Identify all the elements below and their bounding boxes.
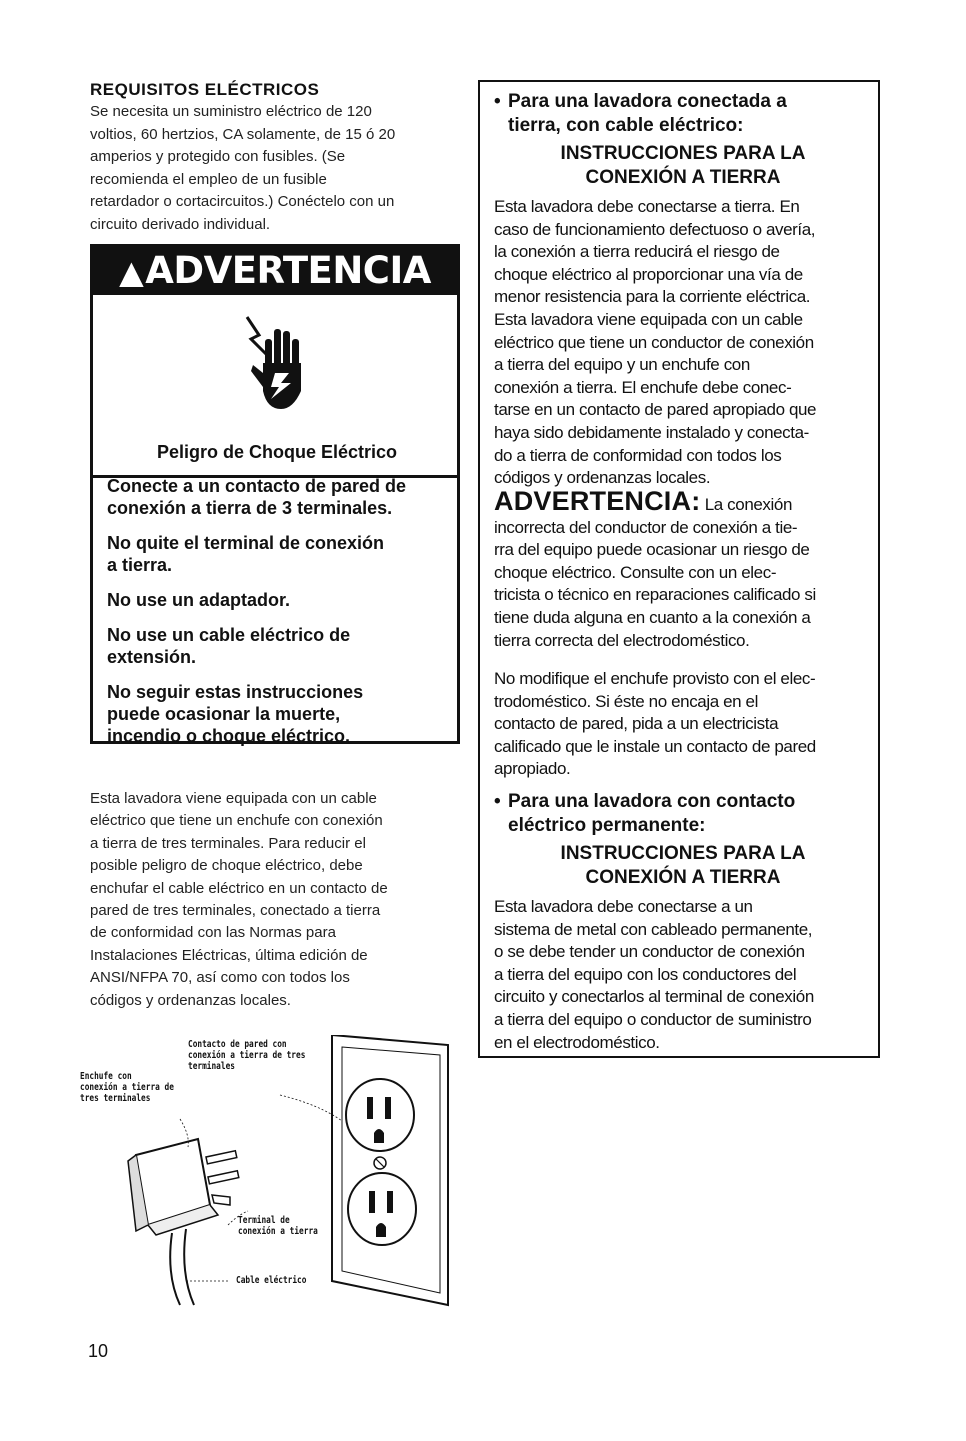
text-line: retardador o cortacircuitos.) Conéctelo con un xyxy=(90,193,395,210)
section1-heading xyxy=(494,90,872,138)
text-line: contacto de pared, pida a un electricista xyxy=(494,714,779,734)
text-line: No quite el terminal de conexión xyxy=(107,533,385,553)
grounding-instructions-box xyxy=(478,80,880,1058)
text-line: de conformidad con las Normas para xyxy=(90,924,336,942)
page-number: 10 xyxy=(88,1341,109,1361)
electric-shock-hand-icon xyxy=(241,313,313,413)
text-line: tarse en un contacto de pared apropiado que xyxy=(494,400,817,420)
text-line: No seguir estas instrucciones xyxy=(107,682,364,702)
advertencia-label: ADVERTENCIA: xyxy=(494,486,701,516)
text-line: a tierra. xyxy=(107,555,173,575)
text-line: rra del equipo puede ocasionar un riesgo de xyxy=(494,540,810,560)
plug-outlet-figure xyxy=(80,1035,465,1315)
text-line: Contacto de pared con xyxy=(188,1039,287,1050)
section1-heading-text: Para una lavadora conectada a xyxy=(508,91,787,112)
warning-banner xyxy=(93,247,457,295)
text-line: a tierra del equipo con los conductores del xyxy=(494,964,797,984)
text-line: caso de funcionamiento defectuoso o avería, xyxy=(494,219,816,239)
text-line: a tierra de tres terminales. Para reducir el xyxy=(90,834,366,852)
text-line: eléctrico que tiene un enchufe con conexión xyxy=(90,812,383,830)
text-line: códigos y ordenanzas locales. xyxy=(90,991,291,1009)
text-line: conexión a tierra de 3 terminales. xyxy=(107,498,393,518)
text-line: haya sido debidamente instalado y conecta- xyxy=(494,422,809,442)
text-line: Esta lavadora debe conectarse a tierra. En xyxy=(494,197,800,216)
text-line: a tierra del equipo y un enchufe con xyxy=(494,355,750,375)
advertencia-first: La conexión xyxy=(704,495,793,514)
heading-continuation: tierra, con cable eléctrico: xyxy=(508,115,744,136)
warning-line xyxy=(107,532,447,576)
warning-line xyxy=(107,475,447,519)
advertencia-text xyxy=(494,517,872,653)
text-line: No modifique el enchufe provisto con el elec- xyxy=(494,669,816,688)
section1-instructions xyxy=(494,142,872,190)
text-line: o se debe tender un conductor de conexión xyxy=(494,942,805,962)
text-line: amperios y protegido con fusibles. (Se xyxy=(90,148,346,165)
text-line: tiene duda alguna en cuanto a la conexión a xyxy=(494,607,811,627)
text-line: en el electrodoméstico. xyxy=(494,1032,660,1052)
text-line: tres terminales xyxy=(80,1093,151,1104)
advertencia-paragraph xyxy=(494,486,872,652)
text-line: incorrecta del conductor de conexión a tie- xyxy=(494,517,798,537)
text-line: trodoméstico. Si éste no encaja en el xyxy=(494,691,758,711)
section2-heading-text: Para una lavadora con contacto xyxy=(508,791,796,812)
text-line: No use un adaptador. xyxy=(107,590,291,610)
advertencia-first-line xyxy=(494,486,872,517)
text-line: circuito derivado individual. xyxy=(90,215,271,233)
warning-texts xyxy=(107,442,447,760)
text-line: conexión a tierra xyxy=(238,1226,318,1237)
warning-title: Peligro de Choque Eléctrico xyxy=(156,442,398,462)
text-line: recomienda el empleo de un fusible xyxy=(90,170,327,188)
text-line: CONEXIÓN A TIERRA xyxy=(585,167,781,188)
warning-line xyxy=(107,681,447,747)
text-line: la conexión a tierra reducirá el riesgo de xyxy=(494,242,780,262)
warning-triangle-icon: ▲ xyxy=(119,253,144,291)
text-line: puede ocasionar la muerte, xyxy=(107,704,341,724)
text-line: circuito y conectarlos al terminal de conexión xyxy=(494,987,814,1007)
text-line: No use un cable eléctrico de xyxy=(107,625,351,645)
text-line: choque eléctrico. Consulte con un elec- xyxy=(494,562,777,582)
warning-line xyxy=(107,624,447,668)
text-line: Esta lavadora viene equipada con un cable xyxy=(90,790,377,807)
text-line: apropiado. xyxy=(494,759,571,779)
cord-label: Cable eléctrico xyxy=(236,1275,307,1286)
warning-lines xyxy=(107,475,447,747)
text-line: CONEXIÓN A TIERRA xyxy=(585,867,781,888)
modify-text xyxy=(494,668,872,781)
cord-description xyxy=(90,788,460,1012)
outlet-label xyxy=(188,1039,305,1072)
text-line: pared de tres terminales, conectado a tierra xyxy=(90,902,381,920)
heading-continuation: eléctrico permanente: xyxy=(508,815,706,836)
text-line: tricista o técnico en reparaciones calificado si xyxy=(494,585,816,605)
plug-label xyxy=(80,1071,174,1104)
text-line: posible peligro de choque eléctrico, debe xyxy=(90,857,363,875)
text-line: extensión. xyxy=(107,647,197,667)
text-line: conexión a tierra de xyxy=(80,1082,174,1093)
warning-line xyxy=(107,589,447,611)
text-line: calificado que le instale un contacto de pared xyxy=(494,736,816,756)
text-line: terminales xyxy=(188,1061,235,1072)
text-line: enchufar el cable eléctrico en un contacto de xyxy=(90,879,388,897)
bullet-icon: • xyxy=(494,91,501,112)
text-line: Se necesita un suministro eléctrico de 120 xyxy=(90,103,372,120)
text-line: Instalaciones Eléctricas, última edición de xyxy=(90,946,368,964)
text-line: Conecte a un contacto de pared de xyxy=(107,476,407,496)
text-line: incendio o choque eléctrico. xyxy=(107,726,351,746)
section2-instructions xyxy=(494,842,872,890)
text-line: Esta lavadora debe conectarse a un xyxy=(494,897,753,916)
warning-box xyxy=(90,244,460,744)
text-line: Esta lavadora viene equipada con un cable xyxy=(494,309,803,329)
text-line: sistema de metal con cableado permanente, xyxy=(494,919,813,939)
text-line: a tierra del equipo o conductor de suministro xyxy=(494,1009,812,1029)
bullet-icon: • xyxy=(494,791,501,812)
text-line: conexión a tierra de tres xyxy=(188,1050,306,1061)
warning-banner-text: ADVERTENCIA xyxy=(145,249,431,292)
section2-heading xyxy=(494,790,872,838)
text-line: INSTRUCCIONES PARA LA xyxy=(560,843,806,864)
text-line: choque eléctrico al proporcionar una vía de xyxy=(494,264,803,284)
section2-text xyxy=(494,896,872,1054)
text-line: eléctrico que tiene un conductor de conexión xyxy=(494,332,814,352)
text-line: conexión a tierra. El enchufe debe conec- xyxy=(494,377,792,397)
text-line: tierra correcta del electrodoméstico. xyxy=(494,630,750,650)
text-line: ANSI/NFPA 70, así como con todos los xyxy=(90,969,350,987)
requirements-text xyxy=(90,101,460,236)
text-line: menor resistencia para la corriente eléctrica. xyxy=(494,287,811,307)
text-line: voltios, 60 hertzios, CA solamente, de 15 ó 20 xyxy=(90,125,396,143)
text-line: códigos y ordenanzas locales. xyxy=(494,468,711,488)
text-line: Terminal de xyxy=(238,1215,290,1226)
text-line: Enchufe con xyxy=(80,1071,132,1082)
text-line: INSTRUCCIONES PARA LA xyxy=(560,143,806,164)
ground-terminal-label xyxy=(238,1215,318,1237)
requirements-heading: REQUISITOS ELÉCTRICOS xyxy=(90,80,320,99)
text-line: do a tierra de conformidad con todos los xyxy=(494,445,782,465)
section1-text xyxy=(494,196,872,490)
